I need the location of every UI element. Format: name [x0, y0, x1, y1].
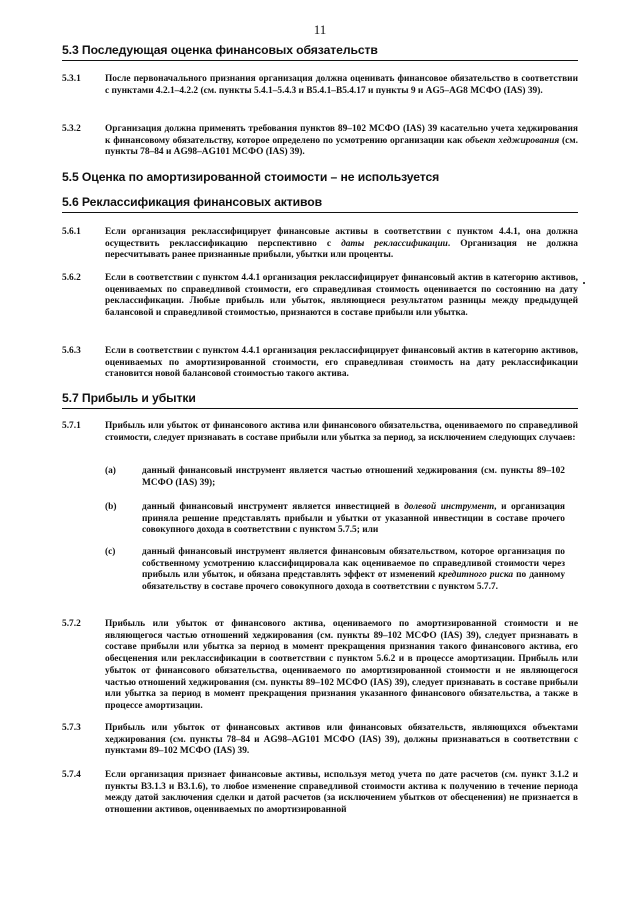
scan-speck — [583, 282, 585, 284]
paragraph-text — [105, 124, 578, 159]
paragraph-text: Прибыль или убыток от финансовых активов или финансовых обязательств, являющихся объектами хеджирования (см. пункты 78–84 и AG98–AG101 МСФО (IAS) 39), должны признаваться в соответствии с пунктами 89–102 МСФО (IAS) 39. — [105, 723, 578, 757]
paragraph-5-6-2 — [62, 273, 578, 333]
paragraph-number: 5.3.1 — [62, 74, 81, 84]
text-run: данный финансовый инструмент является финансовым обязательством, которое организация по собственному усмотрению классифицировала как оцениваемое по справедливой стоимости через прибыль или убыток, и обязана представлять эффект от изменений — [142, 547, 565, 581]
list-label: (c) — [105, 547, 116, 557]
text-run: . Организация не должна пересчитывать ранее признанные прибыли, убытки или проценты. — [105, 238, 578, 261]
paragraph-text: Если в соответствии с пунктом 4.4.1 организация реклассифицирует финансовый актив в категорию активов, оцениваемых по амортизированной стоимости, его справедливая стоимость на дату реклассификации становится новой балансовой стоимостью такого актива. — [105, 346, 578, 380]
paragraph-number: 5.7.3 — [62, 723, 81, 733]
paragraph-5-7-2 — [62, 619, 578, 715]
list-label: (b) — [105, 502, 117, 512]
italic-term: кредитного риска — [438, 570, 514, 581]
paragraph-5-7-3 — [62, 723, 578, 759]
text-run: данный финансовый инструмент является инвестицией в — [142, 502, 405, 512]
heading-rule — [62, 212, 578, 213]
paragraph-5-7-4 — [62, 770, 578, 830]
paragraph-text: После первоначального признания организация должна оценивать финансовое обязательство в соответствии с пунктами 4.2.1–4.2.2 (см. пункты 5.4.1–5.4.3 и B5.4.1–B5.4.17 и пункты 9 и AG5–AG8 МСФО (IAS) 39). — [105, 74, 578, 96]
list-item-b — [105, 502, 565, 538]
paragraph-5-6-1 — [62, 227, 578, 263]
italic-term: даты реклассификации — [341, 238, 448, 249]
paragraph-5-6-3 — [62, 346, 578, 382]
list-item-c — [105, 547, 565, 607]
paragraph-text: Прибыль или убыток от финансового актива или финансового обязательства, оцениваемого по справедливой стоимости, следует признавать в составе прибыли или убытка за период, за исключением следующих случаев: — [105, 421, 578, 443]
paragraph-5-7-1 — [62, 421, 578, 457]
text-run: Если организация реклассифицирует финансовые активы в соответствии с пунктом 4.4.1, она должна осуществить реклассификацию перспективно с — [105, 227, 578, 249]
paragraph-text — [105, 227, 578, 262]
list-text: данный финансовый инструмент является частью отношений хеджирования (см. пункты 89–102 МСФО (IAS) 39); — [142, 466, 565, 488]
heading-rule — [62, 408, 578, 409]
italic-term: объект хеджирования — [465, 135, 560, 146]
text-run: (см. пункты 78–84 и AG98–AG101 МСФО (IAS) 39). — [105, 135, 578, 158]
paragraph-number: 5.3.2 — [62, 124, 81, 134]
list-label: (a) — [105, 466, 116, 476]
paragraph-number: 5.6.3 — [62, 346, 81, 356]
section-heading-5-3: 5.3 Последующая оценка финансовых обязательств — [62, 43, 378, 57]
paragraph-number: 5.6.1 — [62, 227, 81, 237]
text-run: , и организация приняла решение представлять прибыли и убытки от указанной инвестиции в составе прочего совокупного дохода в соответствии с пунктом 5.7.5; или — [142, 502, 565, 536]
paragraph-number: 5.7.1 — [62, 421, 81, 431]
heading-rule — [62, 60, 578, 61]
paragraph-text: Если организация признает финансовые активы, используя метод учета по дате расчетов (см. пункт 3.1.2 и пункты B3.1.3 и B3.1.6), то любое изменение справедливой стоимости актива к получению в течение периода между датой заключения сделки и датой расчетов (за исключением убытков от обесценения) не признается в отношении активов, оцениваемых по амортизированной — [105, 770, 578, 816]
text-run: Организация должна применять требования пунктов 89–102 МСФО (IAS) 39 касательно учета хеджирования к финансовому обязательству, которое определено по усмотрению организации как — [105, 124, 578, 146]
paragraph-number: 5.7.2 — [62, 619, 81, 629]
section-heading-5-7: 5.7 Прибыль и убытки — [62, 391, 196, 405]
paragraph-number: 5.7.4 — [62, 770, 81, 780]
paragraph-text: Если в соответствии с пунктом 4.4.1 организация реклассифицирует финансовый актив в категорию активов, оцениваемых по справедливой стоимости, его справедливая стоимость оценивается по состоянию на дату реклассификации. Любые прибыль или убыток, являющиеся результатом разницы между предыдущей балансовой и справедливой стоимостью, признаются в составе прибыли или убытка. — [105, 273, 578, 319]
paragraph-number: 5.6.2 — [62, 273, 81, 283]
list-text — [142, 502, 565, 537]
list-text — [142, 547, 565, 594]
paragraph-5-3-2 — [62, 124, 578, 160]
section-heading-5-5: 5.5 Оценка по амортизированной стоимости – не используется — [62, 170, 440, 184]
section-heading-5-6: 5.6 Реклассификация финансовых активов — [62, 195, 323, 209]
paragraph-5-3-1 — [62, 74, 578, 110]
paragraph-text: Прибыль или убыток от финансового актива, оцениваемого по амортизированной стоимости и не являющегося частью отношений хеджирования (см. пункты 89–102 МСФО (IAS) 39), следует признавать в составе прибыли или убытка за период в момент прекращения признания такого финансового актива, его обесценения или реклассификации в соответствии с пунктом 5.6.2 и в процессе амортизации. Прибыль или убыток от финансового обязательства, оцениваемого по амортизированной стоимости и не являющегося частью отношений хеджирования (см. пункты 89–102 МСФО (IAS) 39), следует признавать в составе прибыли или убытка за период в момент прекращения признания указанного финансового обязательства, а также в процессе амортизации. — [105, 619, 578, 711]
list-item-a — [105, 466, 565, 490]
text-run: по данному обязательству в составе прочего совокупного дохода в соответствии с пунктом 5.7.7. — [142, 570, 566, 593]
page-number: 11 — [313, 22, 327, 37]
italic-term: долевой инструмент — [404, 502, 495, 512]
